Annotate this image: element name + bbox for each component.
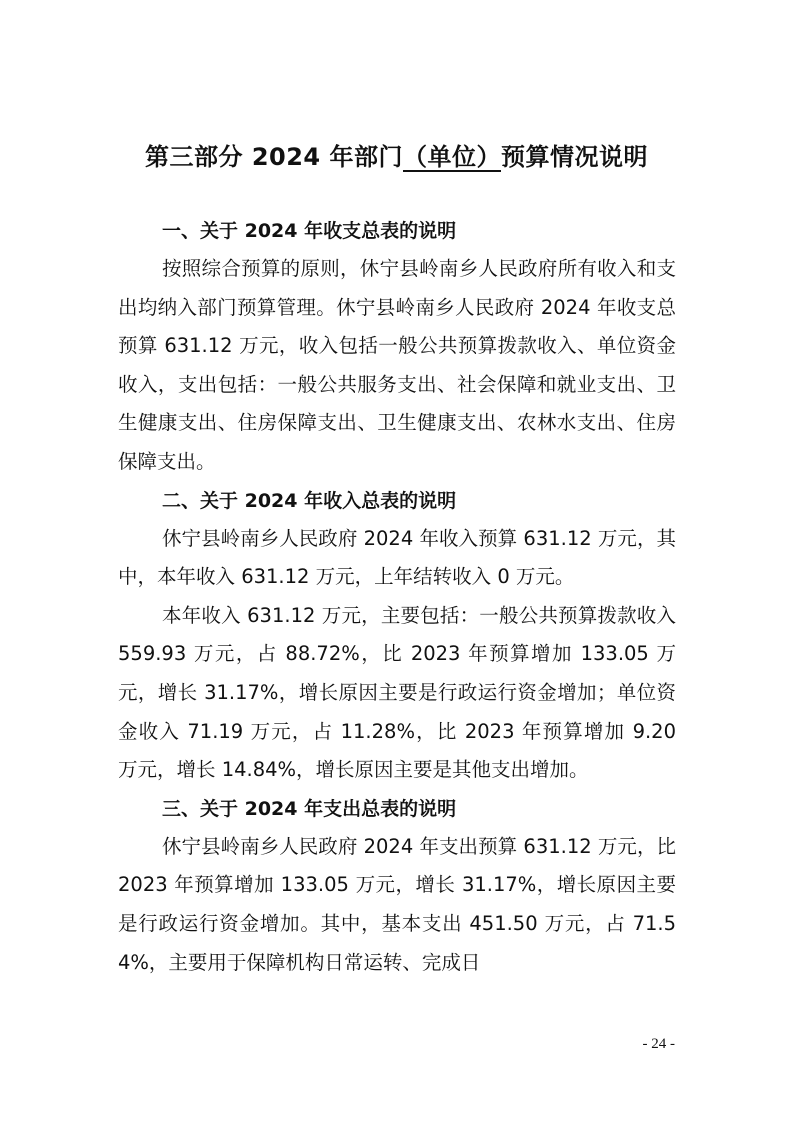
section-2-paragraph-2: 本年收入 631.12 万元，主要包括：一般公共预算拨款收入 559.93 万元，占 88.72%，比 2023 年预算增加 133.05 万元，增长 31.17%，增长原因主要是行政运行资金增加；单位资金收入 71.19 万元，占 11.28%，比 2023 年预算增加 9.20 万元，增长 14.84%，增长原因主要是其他支出增加。 [118, 603, 676, 782]
section-heading-1: 一、关于 2024 年收支总表的说明 [162, 220, 457, 242]
document-body [118, 212, 676, 982]
page-title [0, 140, 793, 174]
section-heading-3: 三、关于 2024 年支出总表的说明 [162, 797, 457, 820]
section-heading-2: 二、关于 2024 年收入总表的说明 [162, 489, 457, 512]
section-2-paragraph-1: 休宁县岭南乡人民政府 2024 年收入预算 631.12 万元，其中，本年收入 631.12 万元，上年结转收入 0 万元。 [118, 526, 676, 589]
page-number: - 24 - [642, 1036, 675, 1052]
section-3-paragraph-1: 休宁县岭南乡人民政府 2024 年支出预算 631.12 万元，比 2023 年预算增加 133.05 万元，增长 31.17%，增长原因主要是行政运行资金增加。其中，基本支出 451.50 万元，占 71.54%，主要用于保障机构日常运转、完成日 [118, 834, 676, 974]
title-underlined-part: （单位） [403, 143, 501, 171]
title-prefix: 第三部分 2024 年部门 [144, 143, 403, 171]
section-1-paragraph-1: 按照综合预算的原则，休宁县岭南乡人民政府所有收入和支出均纳入部门预算管理。休宁县岭南乡人民政府 2024 年收支总预算 631.12 万元，收入包括一般公共预算拨款收入、单位资金收入，支出包括：一般公共服务支出、社会保障和就业支出、卫生健康支出、住房保障支出、卫生健康支出、农林水支出、住房保障支出。 [118, 257, 676, 473]
title-suffix: 预算情况说明 [501, 143, 648, 171]
